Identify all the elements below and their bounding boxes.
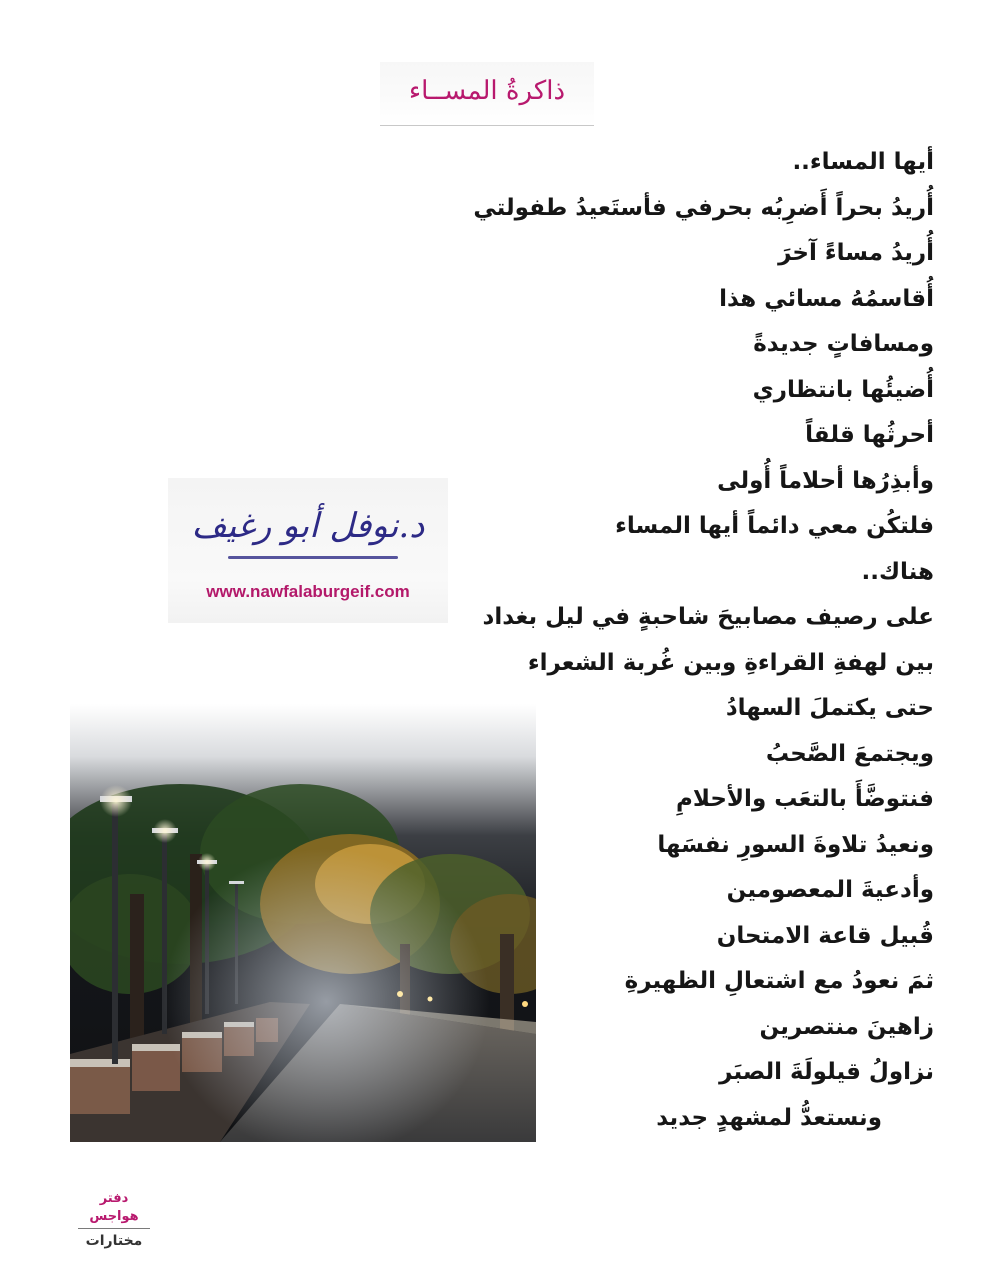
page-title: ذاكرةُ المســاء [408,76,566,106]
poem-line: ونستعدُّ لمشهدٍ جديد [656,1104,882,1131]
poem-line: فلتكُن معي دائماً أيها المساء [615,513,934,539]
poem-line: قُبيل قاعة الامتحان [716,922,934,949]
poem-line: حتى يكتملَ السهادُ [725,695,934,721]
footer-logo-bottom: مختارات [85,1233,143,1249]
poem-line: وأبذِرُها أحلاماً أُولى [717,467,934,494]
author-signature: د.نوفل أبو رغيف [191,506,425,546]
poem-line: ومسافاتٍ جديدةً [753,331,934,357]
poem-line: أُقاسمُهُ مسائي هذا [719,285,934,312]
poem-line: نزاولُ قيلولَةَ الصبَر [719,1059,934,1085]
footer-logo [74,1190,154,1249]
poem-line: أُريدُ مساءً آخرَ [778,240,934,266]
poem-line: أحرثُها قلقاً [805,422,934,448]
author-card [168,478,448,623]
poem-line: أيها المساء.. [792,149,934,175]
signature-flourish [228,556,398,559]
poem-line: بين لهفةِ القراءةِ وبين غُربة الشعراء [527,649,934,676]
title-box [380,62,594,126]
poem-line: ويجتمعَ الصَّحبُ [765,740,934,767]
poem-line: على رصيف مصابيحَ شاحبةٍ في ليل بغداد [482,604,934,630]
poem-line: ثمَ نعودُ مع اشتعالِ الظهيرةِ [624,968,934,994]
poem-line: هناك.. [861,558,934,585]
poem-line: أُضيئُها بانتظاري [752,376,934,403]
footer-logo-divider [78,1228,150,1229]
poem-line: أُريدُ بحراً أَضرِبُه بحرفي فأستَعيدُ طفولتي [473,194,934,221]
poem-line: زاهينَ منتصرين [759,1013,934,1040]
footer-logo-top: دفتر هواجس [89,1191,139,1224]
poem-line: فنتوضَّأَ بالتعَب والأحلامِ [676,786,934,812]
author-website-link[interactable]: www.nawfalaburgeif.com [206,582,410,601]
poem-line: وأدعيةَ المعصومين [726,877,934,903]
poem-line: ونعيدُ تلاوةَ السورِ نفسَها [657,831,934,858]
night-street-photo [70,704,536,1142]
